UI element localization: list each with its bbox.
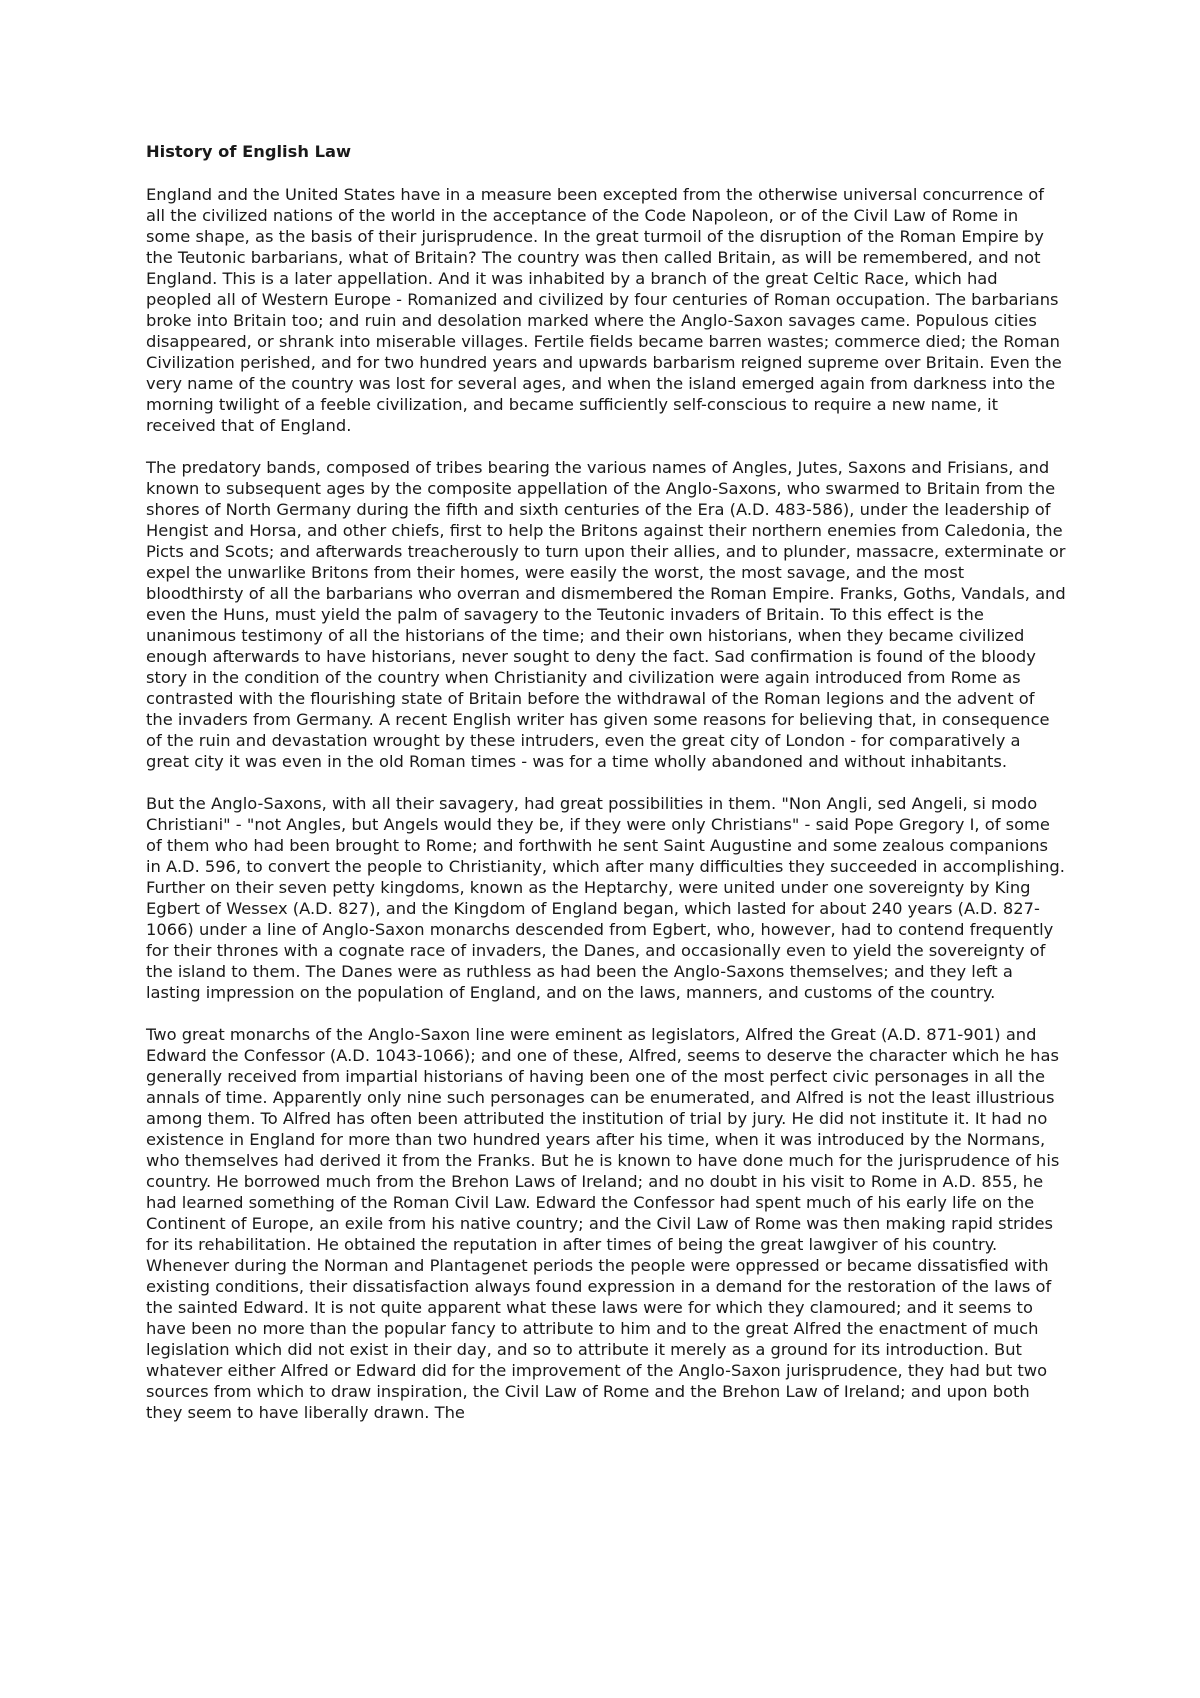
paragraph: England and the United States have in a measure been excepted from the otherwise universal concurrence of all the civilized nations of the world in the acceptance of the Code Napoleon, or of the Civil Law of Rome in some shape, as the basis of their jurisprudence. In the great turmoil of the disruption of the Roman Empire by the Teutonic barbarians, what of Britain? The country was then called Britain, as will be remembered, and not England. This is a later appellation. And it was inhabited by a branch of the great Celtic Race, which had peopled all of Western Europe - Romanized and civilized by four centuries of Roman occupation. The barbarians broke into Britain too; and ruin and desolation marked where the Anglo-Saxon savages came. Populous cities disappeared, or shrank into miserable villages. Fertile fields became barren wastes; commerce died; the Roman Civilization perished, and for two hundred years and upwards barbarism reigned supreme over Britain. Even the very name of the country was lost for several ages, and when the island emerged again from darkness into the morning twilight of a feeble civilization, and became sufficiently self-conscious to require a new name, it received that of England. bbox=[146, 185, 1062, 435]
paragraph: But the Anglo-Saxons, with all their savagery, had great possibilities in them. "Non Angli, sed Angeli, si modo Christiani" - "not Angles, but Angels would they be, if they were only Christians" - said Pope Gregory I, of some of them who had been brought to Rome; and forthwith he sent Saint Augustine and some zealous companions in A.D. 596, to convert the people to Christianity, which after many difficulties they succeeded in accomplishing. Further on their seven petty kingdoms, known as the Heptarchy, were united under one sovereignty by King Egbert of Wessex (A.D. 827), and the Kingdom of England began, which lasted for about 240 years (A.D. 827-1066) under a line of Anglo-Saxon monarchs descended from Egbert, who, however, had to contend frequently for their thrones with a cognate race of invaders, the Danes, and occasionally even to yield the sovereignty of the island to them. The Danes were as ruthless as had been the Anglo-Saxons themselves; and they left a lasting impression on the population of England, and on the laws, manners, and customs of the country. bbox=[146, 794, 1065, 1002]
document-page bbox=[146, 141, 1066, 1423]
document-title: History of English Law bbox=[146, 142, 351, 161]
paragraph: Two great monarchs of the Anglo-Saxon line were eminent as legislators, Alfred the Great (A.D. 871-901) and Edward the Confessor (A.D. 1043-1066); and one of these, Alfred, seems to deserve the character which he has generally received from impartial historians of having been one of the most perfect civic personages in all the annals of time. Apparently only nine such personages can be enumerated, and Alfred is not the least illustrious among them. To Alfred has often been attributed the institution of trial by jury. He did not institute it. It had no existence in England for more than two hundred years after his time, when it was introduced by the Normans, who themselves had derived it from the Franks. But he is known to have done much for the jurisprudence of his country. He borrowed much from the Brehon Laws of Ireland; and no doubt in his visit to Rome in A.D. 855, he had learned something of the Roman Civil Law. Edward the Confessor had spent much of his early life on the Continent of Europe, an exile from his native country; and the Civil Law of Rome was then making rapid strides for its rehabilitation. He obtained the reputation in after times of being the great lawgiver of his country. Whenever during the Norman and Plantagenet periods the people were oppressed or became dissatisfied with existing conditions, their dissatisfaction always found expression in a demand for the restoration of the laws of the sainted Edward. It is not quite apparent what these laws were for which they clamoured; and it seems to have been no more than the popular fancy to attribute to him and to the great Alfred the enactment of much legislation which did not exist in their day, and so to attribute it merely as a ground for its introduction. But whatever either Alfred or Edward did for the improvement of the Anglo-Saxon jurisprudence, they had but two sources from which to draw inspiration, the Civil Law of Rome and the Brehon Law of Ireland; and upon both they seem to have liberally drawn. The bbox=[146, 1025, 1060, 1422]
paragraph: The predatory bands, composed of tribes bearing the various names of Angles, Jutes, Saxons and Frisians, and known to subsequent ages by the composite appellation of the Anglo-Saxons, who swarmed to Britain from the shores of North Germany during the fifth and sixth centuries of the Era (A.D. 483-586), under the leadership of Hengist and Horsa, and other chiefs, first to help the Britons against their northern enemies from Caledonia, the Picts and Scots; and afterwards treacherously to turn upon their allies, and to plunder, massacre, exterminate or expel the unwarlike Britons from their homes, were easily the worst, the most savage, and the most bloodthirsty of all the barbarians who overran and dismembered the Roman Empire. Franks, Goths, Vandals, and even the Huns, must yield the palm of savagery to the Teutonic invaders of Britain. To this effect is the unanimous testimony of all the historians of the time; and their own historians, when they became civilized enough afterwards to have historians, never sought to deny the fact. Sad confirmation is found of the bloody story in the condition of the country when Christianity and civilization were again introduced from Rome as contrasted with the flourishing state of Britain before the withdrawal of the Roman legions and the advent of the invaders from Germany. A recent English writer has given some reasons for believing that, in consequence of the ruin and devastation wrought by these intruders, even the great city of London - for comparatively a great city it was even in the old Roman times - was for a time wholly abandoned and without inhabitants. bbox=[146, 458, 1066, 771]
